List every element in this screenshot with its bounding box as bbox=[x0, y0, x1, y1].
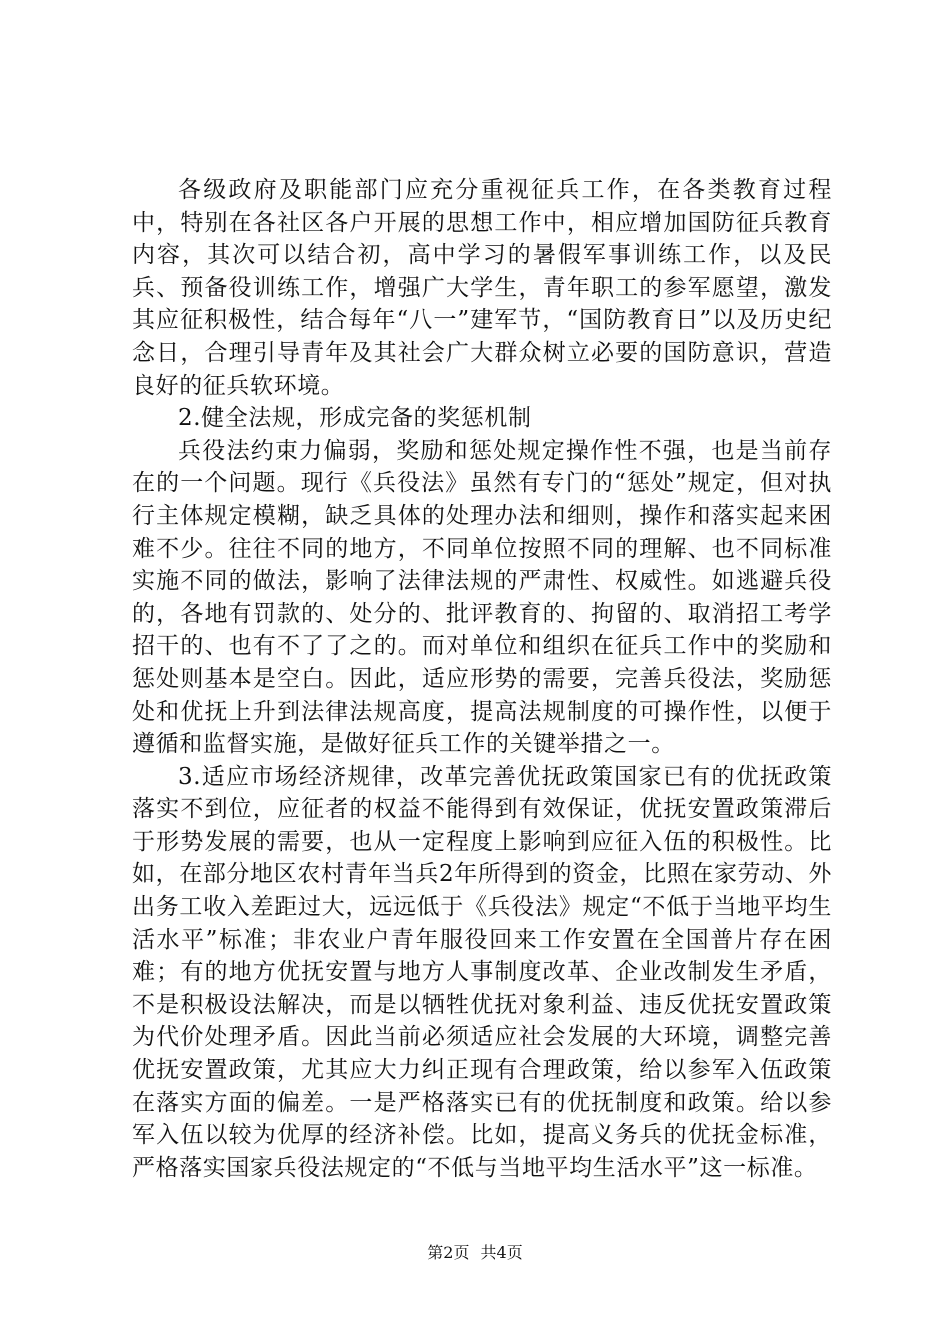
page-footer bbox=[0, 1243, 950, 1263]
paragraph-policy: 3.适应市场经济规律，改革完善优抚政策国家已有的优抚政策落实不到位，应征者的权益不能得到有效保证，优抚安置政策滞后于形势发展的需要，也从一定程度上影响到应征入伍的积极性。比如，在部分地区农村青年当兵2年所得到的资金，比照在家劳动、外出务工收入差距过大，远远低于《兵役法》规定“不低于当地平均生活水平”标准；非农业户青年服役回来工作安置在全国普片存在困难；有的地方优抚安置与地方人事制度改革、企业改制发生矛盾，不是积极设法解决，而是以牺牲优抚对象利益、违反优抚安置政策为代价处理矛盾。因此当前必须适应社会发展的大环境，调整完善优抚安置政策，尤其应大力纠正现有合理政策，给以参军入伍政策在落实方面的偏差。一是严格落实已有的优抚制度和政策。给以参军入伍以较为优厚的经济补偿。比如，提高义务兵的优抚金标准，严格落实国家兵役法规定的“不低与当地平均生活水平”这一标准。 bbox=[132, 763, 832, 1181]
section-heading-law: 2.健全法规，形成完备的奖惩机制 bbox=[178, 405, 532, 432]
total-pages: 共4页 bbox=[480, 1243, 523, 1262]
paragraph-education: 各级政府及职能部门应充分重视征兵工作，在各类教育过程中，特别在各社区各户开展的思想工作中，相应增加国防征兵教育内容，其次可以结合初，高中学习的暑假军事训练工作，以及民兵、预备役训练工作，增强广大学生，青年职工的参军愿望，激发其应征积极性，结合每年“八一”建军节，“国防教育日”以及历史纪念日，合理引导青年及其社会广大群众树立必要的国防意识，营造良好的征兵软环境。 bbox=[132, 177, 832, 399]
page-number: 第2页 bbox=[427, 1243, 470, 1262]
document-body bbox=[132, 174, 832, 1184]
paragraph-law: 兵役法约束力偏弱，奖励和惩处规定操作性不强，也是当前存在的一个问题。现行《兵役法》虽然有专门的“惩处”规定，但对执行主体规定模糊，缺乏具体的处理办法和细则，操作和落实起来困难不少。往往不同的地方，不同单位按照不同的理解、也不同标准实施不同的做法，影响了法律法规的严肃性、权威性。如逃避兵役的，各地有罚款的、处分的、批评教育的、拘留的、取消招工考学招干的、也有不了了之的。而对单位和组织在征兵工作中的奖励和惩处则基本是空白。因此，适应形势的需要，完善兵役法，奖励惩处和优抚上升到法律法规高度，提高法规制度的可操作性，以便于遵循和监督实施，是做好征兵工作的关键举措之一。 bbox=[132, 437, 832, 758]
